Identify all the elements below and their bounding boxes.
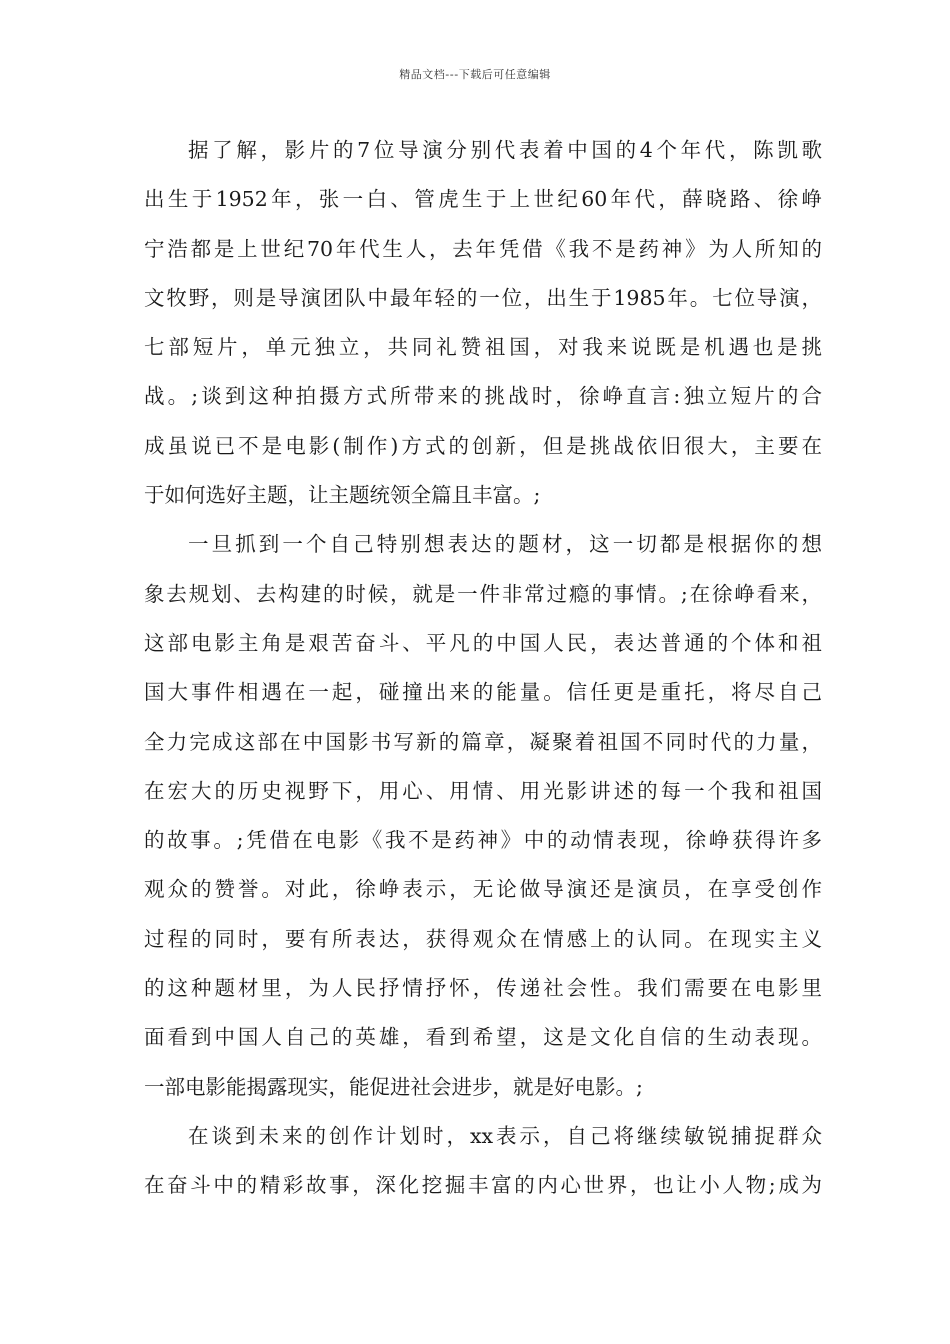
text-line: 在谈到未来的创作计划时，xx表示，自己将继续敏锐捕捉群众: [188, 1123, 822, 1148]
text-line: 的故事。;凭借在电影《我不是药神》中的动情表现，徐峥获得许多: [144, 828, 822, 853]
text-line: 成虽说已不是电影(制作)方式的创新，但是挑战依旧很大，主要在: [144, 433, 822, 458]
text-line: 过程的同时，要有所表达，获得观众在情感上的认同。在现实主义: [144, 926, 822, 951]
text-line: 象去规划、去构建的时候，就是一件非常过瘾的事情。;在徐峥看来，: [144, 581, 822, 606]
text-line: 面看到中国人自己的英雄，看到希望，这是文化自信的生动表现。: [144, 1025, 822, 1050]
text-line: 在奋斗中的精彩故事，深化挖掘丰富的内心世界，也让小人物;成为: [144, 1173, 822, 1198]
text-line: 战。;谈到这种拍摄方式所带来的挑战时，徐峥直言:独立短片的合: [144, 384, 822, 409]
text-line: 据了解，影片的7位导演分别代表着中国的4个年代，陈凯歌: [188, 138, 822, 162]
text-line: 一旦抓到一个自己特别想表达的题材，这一切都是根据你的想: [188, 532, 822, 557]
text-line: 国大事件相遇在一起，碰撞出来的能量。信任更是重托，将尽自己: [144, 680, 822, 705]
text-line: 观众的赞誉。对此，徐峥表示，无论做导演还是演员，在享受创作: [144, 877, 822, 902]
paragraph-3: [144, 1112, 822, 1211]
text-line: 的这种题材里，为人民抒情抒怀，传递社会性。我们需要在电影里: [144, 976, 822, 1001]
text-line: 这部电影主角是艰苦奋斗、平凡的中国人民，表达普通的个体和祖: [144, 630, 822, 655]
text-line: 于如何选好主题，让主题统领全篇且丰富。;: [144, 483, 541, 508]
text-line: 文牧野，则是导演团队中最年轻的一位，出生于1985年。七位导演，: [144, 285, 822, 310]
text-line: 七部短片，单元独立，共同礼赞祖国，对我来说既是机遇也是挑: [144, 335, 822, 360]
page-header: 精品文档---下载后可任意编辑: [399, 68, 551, 81]
paragraph-2: [144, 520, 822, 1112]
text-line: 出生于1952年，张一白、管虎生于上世纪60年代，薛晓路、徐峥: [144, 187, 822, 212]
paragraph-1: [144, 126, 822, 520]
text-line: 全力完成这部在中国影书写新的篇章，凝聚着祖国不同时代的力量，: [144, 729, 822, 754]
text-line: 在宏大的历史视野下，用心、用情、用光影讲述的每一个我和祖国: [144, 778, 822, 803]
text-line: 宁浩都是上世纪70年代生人，去年凭借《我不是药神》为人所知的: [144, 236, 822, 261]
text-line: 一部电影能揭露现实，能促进社会进步，就是好电影。;: [144, 1074, 643, 1099]
document-body: [144, 126, 822, 1211]
